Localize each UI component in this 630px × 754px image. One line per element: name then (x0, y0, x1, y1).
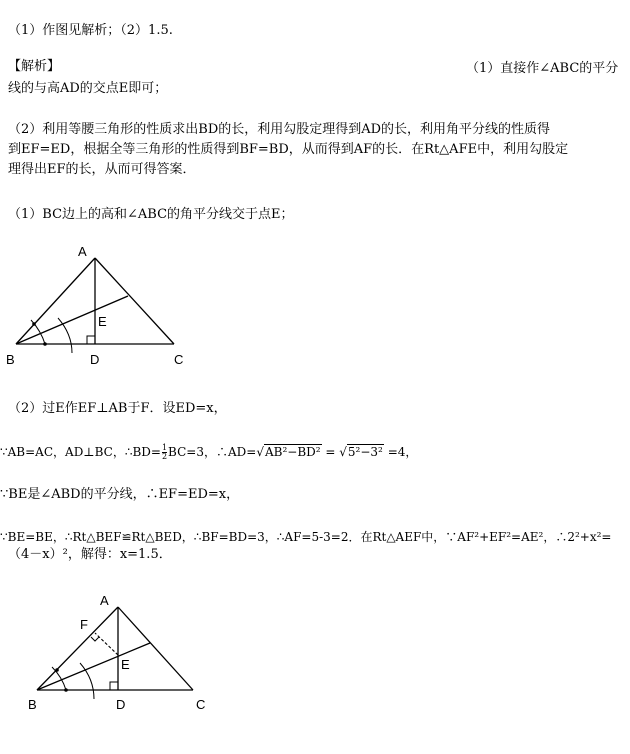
analysis-para1-right: （1）直接作∠ABC的平分 (466, 61, 619, 76)
label-d: D (116, 697, 126, 712)
analysis-header: 【解析】 (8, 59, 61, 74)
bisector-be (16, 296, 128, 344)
bisector-be (37, 643, 150, 690)
arc-point-1 (55, 668, 59, 672)
label-c: C (174, 352, 184, 367)
label-e: E (98, 314, 107, 329)
arc-point-2 (64, 688, 68, 692)
solution-step5: ∵BE=BE，∴Rt△BEF≌Rt△BED，∴BF=BD=3，∴AF=5-3=2．在Rt△AEF中，∵AF²+EF²=AE²，∴2²+x²= (0, 530, 612, 544)
solution-step1: （1）BC边上的高和∠ABC的角平分线交于点E； (8, 207, 294, 222)
construction-arc-2 (80, 663, 94, 699)
right-angle-mark-f (91, 637, 99, 641)
right-angle-mark (110, 682, 118, 690)
analysis-para1-line2: 线的与高AD的交点E即可； (8, 81, 168, 96)
solution-step6: （4－x）²，解得：x=1.5． (8, 547, 172, 562)
side-ac (118, 607, 193, 690)
label-c: C (196, 697, 206, 712)
sqrt-1: AB²−BD² (264, 445, 321, 459)
arc-point-2 (43, 342, 47, 346)
perpendicular-ef (95, 633, 118, 655)
label-e: E (121, 657, 130, 672)
analysis-para2-line1: （2）利用等腰三角形的性质求出BD的长，利用勾股定理得到AD的长，利用角平分线的性质得 (8, 122, 551, 137)
step3-part-a: ∵AB=AC，AD⊥BC，∴BD= (0, 445, 161, 459)
sqrt-2: 5²−3² (347, 445, 383, 459)
right-angle-mark (87, 336, 95, 344)
label-a: A (100, 593, 109, 608)
solution-step4: ∵BE是∠ABD的平分线，∴EF=ED=x， (0, 487, 240, 502)
answer-line: （1）作图见解析；（2）1.5. (8, 23, 173, 38)
solution-step2: （2）过E作EF⊥AB于F．设ED=x， (8, 401, 227, 416)
solution-step3: ∵AB=AC，AD⊥BC，∴BD= $\frac{1}{2}$ BC=3，∴AD=√AB²−BD² = √5²−3² =4， (0, 443, 418, 461)
figure-2 (0, 585, 220, 720)
analysis-para2-line3: 理得出EF的长，从而可得答案． (8, 162, 196, 177)
fraction-num: 1 (161, 443, 168, 452)
label-a: A (78, 244, 87, 259)
side-ab (37, 607, 118, 690)
label-d: D (90, 352, 100, 367)
side-ac (95, 258, 174, 344)
analysis-para2-line2: 到EF=ED，根据全等三角形的性质得到BF=BD，从而得到AF的长．在Rt△AFE中，利用勾股定 (8, 142, 569, 157)
label-f: F (80, 617, 88, 632)
arc-point-1 (32, 322, 36, 326)
step3-part-c: = (321, 445, 340, 459)
fraction-den: 2 (161, 452, 168, 461)
side-ab (16, 258, 95, 344)
step3-part-b: BC=3，∴AD= (168, 445, 257, 459)
label-b: B (6, 352, 15, 367)
fraction-half (162, 444, 167, 461)
step3-part-d: =4， (383, 445, 418, 459)
label-b: B (28, 697, 37, 712)
figure-1 (0, 240, 200, 375)
